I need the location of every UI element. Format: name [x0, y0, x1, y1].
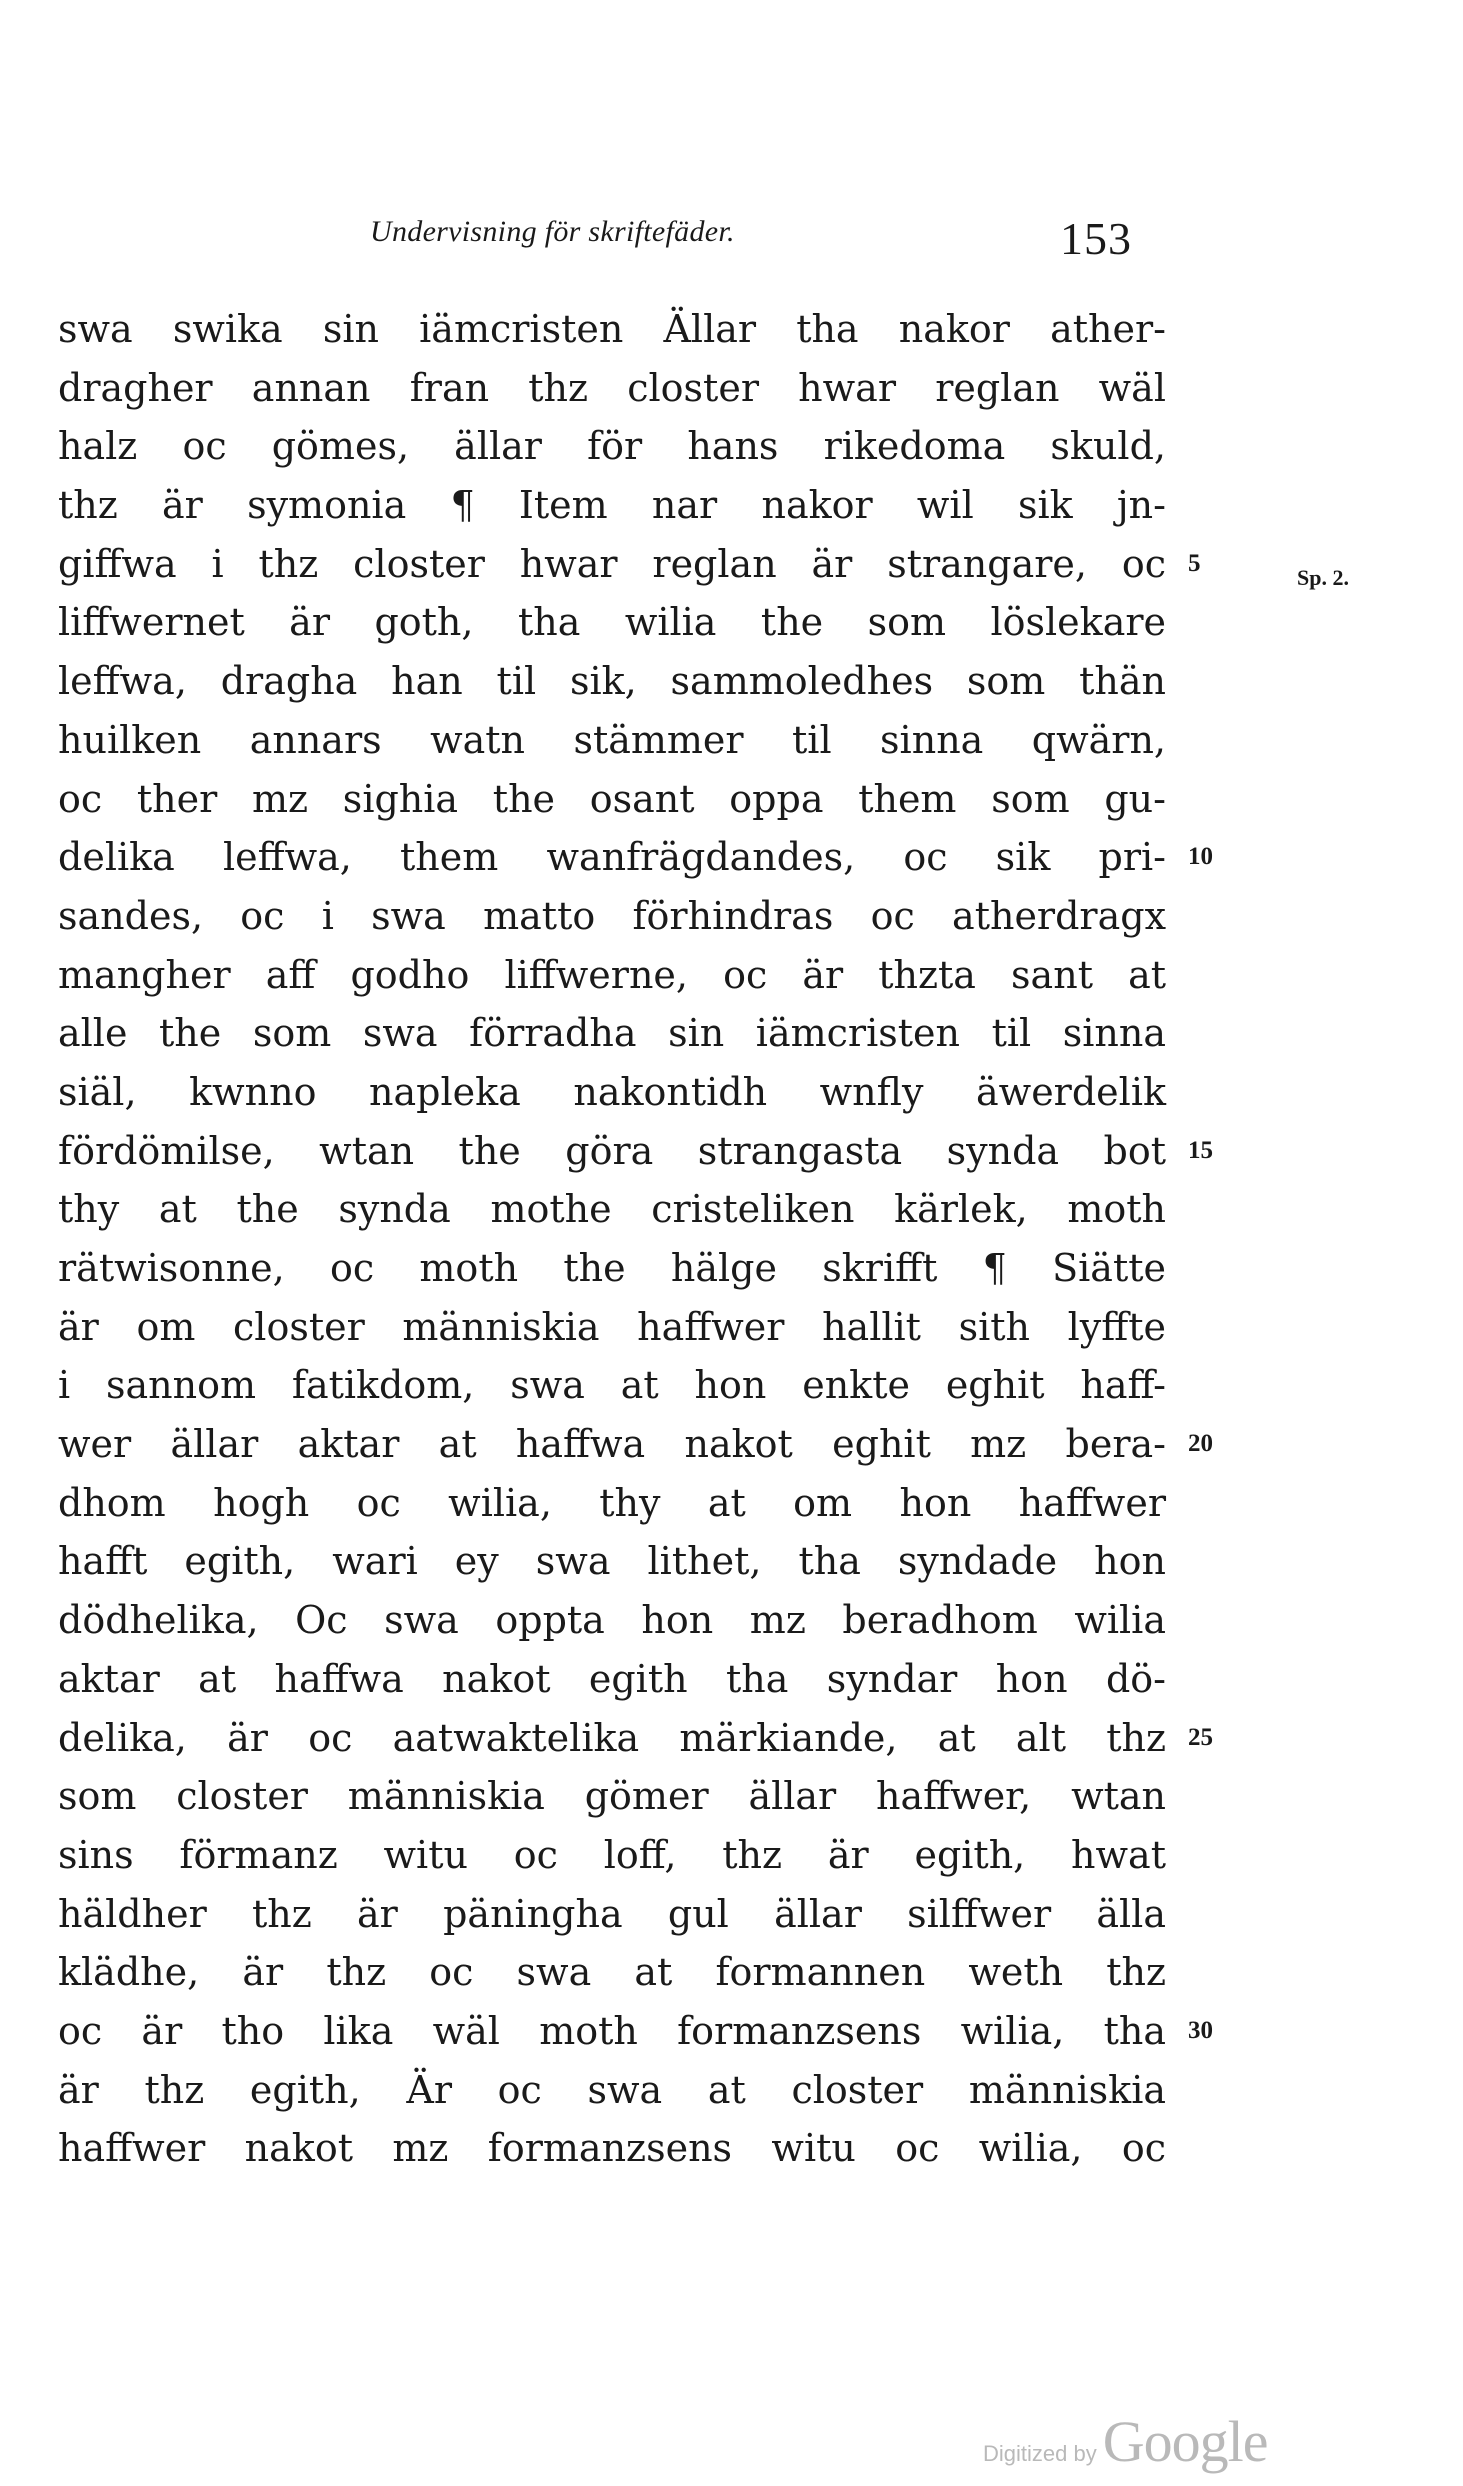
text-line: delika leffwa, them wanfrägdandes, oc sik pri- [58, 835, 1166, 880]
body-text [58, 300, 1166, 2178]
text-line: fördömilse, wtan the göra strangasta synda bot [58, 1128, 1166, 1173]
text-line: aktar at haffwa nakot egith tha syndar hon dö- [58, 1656, 1166, 1701]
line-number: 30 [1188, 2017, 1213, 2045]
text-line: thz är symonia ¶ Item nar nakor wil sik jn- [58, 483, 1166, 528]
google-logo: Google [1102, 2409, 1268, 2474]
text-line: wer ällar aktar at haffwa nakot eghit mz bera- [58, 1422, 1166, 1467]
text-line: dhom hogh oc wilia, thy at om hon haffwer [58, 1480, 1166, 1525]
digitized-by-text: Digitized by [983, 2441, 1097, 2466]
text-line: som closter människia gömer ällar haffwer, wtan [58, 1774, 1166, 1819]
line-number: 5 [1188, 549, 1201, 577]
margin-note: Sp. 2. [1297, 565, 1349, 590]
text-line: klädhe, är thz oc swa at formannen weth thz [58, 1950, 1166, 1995]
line-number: 25 [1188, 1723, 1213, 1751]
text-line: är om closter människia haffwer hallit sith lyffte [58, 1304, 1166, 1349]
text-line: sandes, oc i swa matto förhindras oc atherdragx [58, 893, 1166, 938]
text-line: häldher thz är päningha gul ällar silffwer älla [58, 1891, 1166, 1936]
text-line: i sannom fatikdom, swa at hon enkte eghit haff- [58, 1363, 1166, 1408]
line-number: 15 [1188, 1136, 1213, 1164]
text-line: thy at the synda mothe cristeliken kärlek, moth [58, 1187, 1166, 1232]
text-line: swa swika sin iämcristen Ällar tha nakor ather- [58, 307, 1166, 351]
line-number: 20 [1188, 1430, 1213, 1458]
text-line: huilken annars watn stämmer til sinna qwärn, [58, 717, 1166, 762]
running-head: Undervisning för skriftefäder. [370, 215, 735, 248]
text-line: halz oc gömes, ällar för hans rikedoma skuld, [58, 424, 1166, 469]
text-line: leffwa, dragha han til sik, sammoledhes som thän [58, 659, 1166, 704]
text-line: haffwer nakot mz formanzsens witu oc wilia, oc [58, 2126, 1166, 2171]
text-line: siäl, kwnno napleka nakontidh wnfly äwerdelik [58, 1069, 1166, 1114]
digitized-stamp [983, 2408, 1267, 2475]
text-line: mangher aff godho liffwerne, oc är thzta sant at [58, 952, 1166, 997]
text-line: sins förmanz witu oc loff, thz är egith, hwat [58, 1832, 1166, 1877]
line-number: 10 [1188, 843, 1213, 871]
text-line: oc ther mz sighia the osant oppa them som gu- [58, 776, 1166, 821]
text-line: delika, är oc aatwaktelika märkiande, at alt thz [58, 1715, 1166, 1760]
text-line: hafft egith, wari ey swa lithet, tha syndade hon [58, 1539, 1166, 1584]
text-line: är thz egith, Är oc swa at closter människia [58, 2067, 1166, 2112]
text-line: alle the som swa förradha sin iämcristen til sinna [58, 1011, 1166, 1056]
page-number: 153 [1060, 213, 1132, 264]
text-line: rätwisonne, oc moth the hälge skrifft ¶ Siätte [58, 1246, 1166, 1290]
text-line: giffwa i thz closter hwar reglan är strangare, oc [58, 541, 1166, 586]
text-line: liffwernet är goth, tha wilia the som löslekare [58, 600, 1166, 645]
text-line: dödhelika, Oc swa oppta hon mz beradhom wilia [58, 1598, 1166, 1643]
text-line: oc är tho lika wäl moth formanzsens wilia, tha [58, 2008, 1166, 2053]
text-line: dragher annan fran thz closter hwar reglan wäl [58, 365, 1166, 410]
